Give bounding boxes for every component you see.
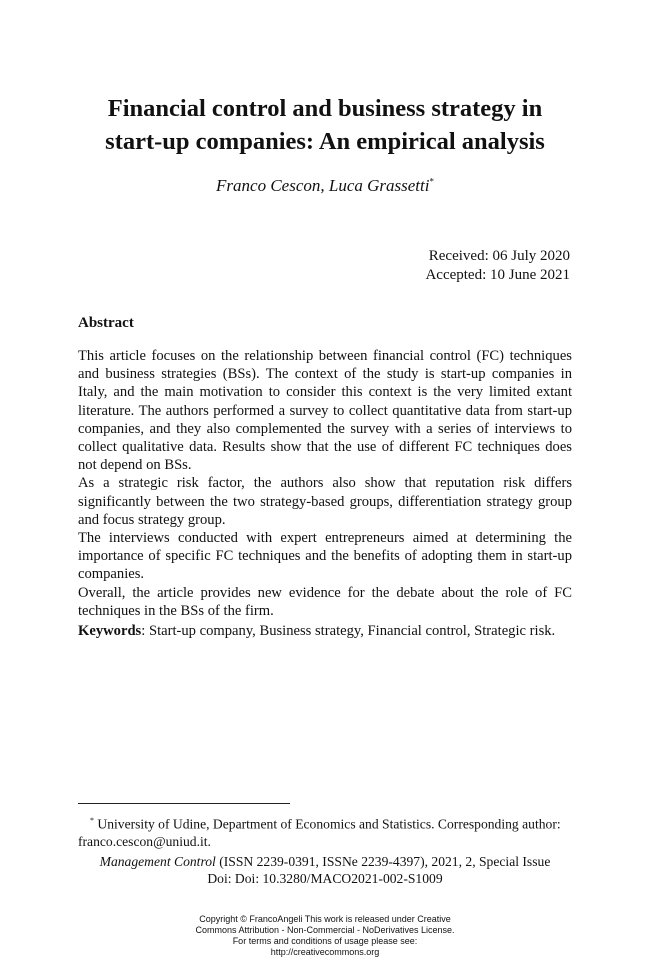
abstract-body: [78, 347, 572, 620]
journal-doi: Doi: Doi: 10.3280/MACO2021-002-S1009: [207, 871, 443, 886]
copyright-notice: [0, 914, 650, 958]
copyright-link[interactable]: http://creativecommons.org: [270, 947, 380, 957]
abstract-heading: Abstract: [78, 315, 134, 331]
abstract-paragraph: As a strategic risk factor, the authors also show that reputation risk differs significantly between the two strategy-based groups, differentiation strategy group and focus strategy group.: [78, 475, 572, 528]
received-date: Received: 06 July 2020: [428, 248, 570, 264]
keywords-text: : Start-up company, Business strategy, Financial control, Strategic risk.: [141, 623, 556, 639]
abstract-paragraph: This article focuses on the relationship between financial control (FC) techniques and business strategies (BSs). The context of the study is start-up companies in Italy, and the main motivation to consider this context is the very limited extant literature. The authors performed a survey to collect quantitative data from start-up companies, and they also complemented the survey with a series of interviews to collect qualitative data. Results show that the use of different FC techniques does not depend on BSs.: [78, 348, 572, 474]
copyright-line-3: For terms and conditions of usage please see:: [232, 936, 418, 946]
paper-title-line-1: Financial control and business strategy in: [107, 95, 543, 122]
footnote-divider: [78, 803, 290, 804]
keywords-label: Keywords: [78, 623, 142, 639]
accepted-date: Accepted: 10 June 2021: [425, 267, 570, 283]
copyright-line-2: Commons Attribution - Non-Commercial - NoDerivatives License.: [195, 925, 455, 935]
submission-dates: [425, 247, 570, 285]
copyright-line-1: Copyright © FrancoAngeli This work is released under Creative: [199, 914, 451, 924]
journal-info: [78, 853, 572, 887]
journal-name: Management Control: [99, 854, 216, 869]
footnote-affiliation: University of Udine, Department of Economics and Statistics. Corresponding author:: [94, 816, 561, 832]
journal-details: (ISSN 2239-0391, ISSNe 2239-4397), 2021, 2, Special Issue: [215, 854, 551, 869]
footnote-marker: *: [90, 816, 94, 825]
author-footnote: [78, 812, 572, 850]
paper-title: [80, 92, 570, 158]
author-list: [0, 176, 650, 196]
abstract-paragraph: Overall, the article provides new evidence for the debate about the role of FC techniques in the BSs of the firm.: [78, 584, 572, 619]
footnote-email: franco.cescon@uniud.it.: [78, 833, 211, 849]
author-footnote-marker: *: [429, 176, 434, 187]
author-names: Franco Cescon, Luca Grassetti: [216, 176, 430, 195]
paper-title-line-2: start-up companies: An empirical analysis: [105, 128, 545, 155]
abstract-paragraph: The interviews conducted with expert entrepreneurs aimed at determining the importance of specific FC techniques and the benefits of adopting them in start-up companies.: [78, 530, 572, 583]
keywords: [78, 623, 572, 640]
